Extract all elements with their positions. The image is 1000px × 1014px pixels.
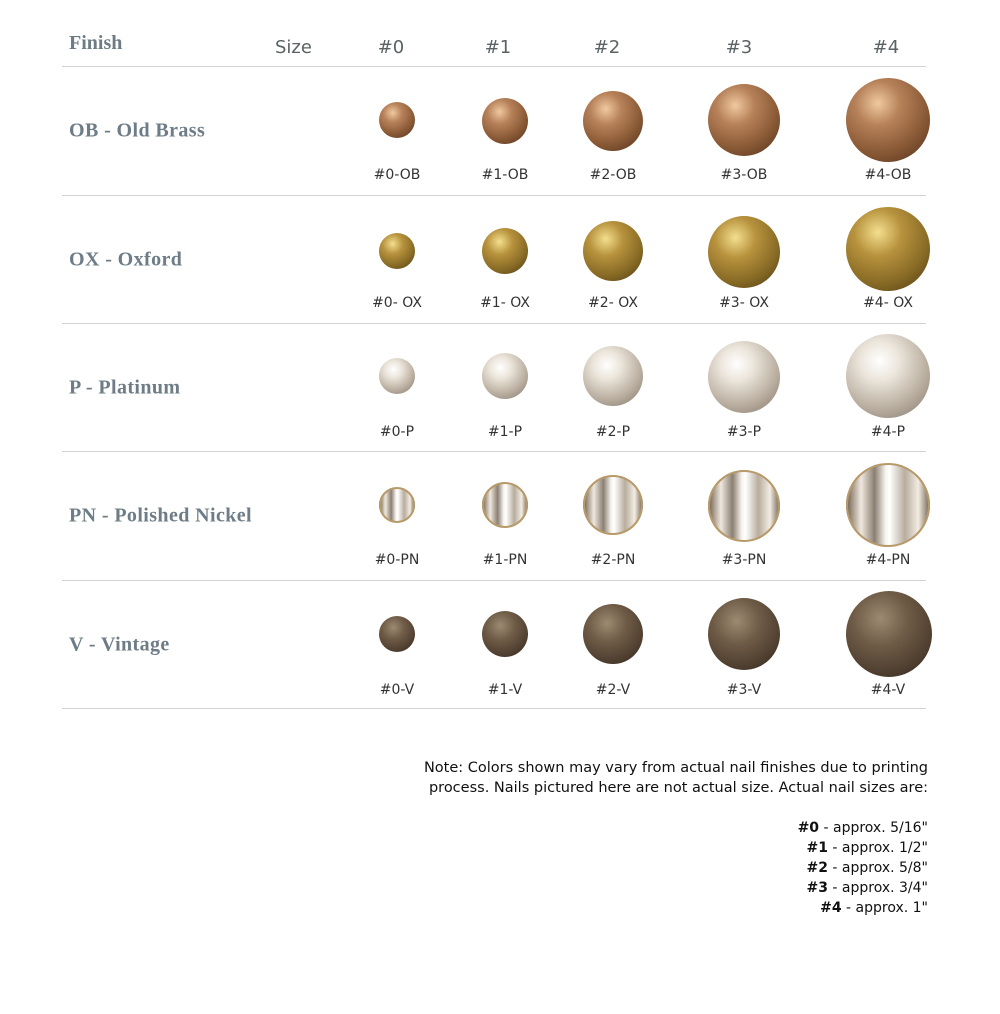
size-key: #1: [806, 840, 828, 856]
size-value: - approx. 1": [841, 900, 928, 916]
note-line-2: process. Nails pictured here are not actual size. Actual nail sizes are:: [428, 780, 928, 796]
nail-code-4: #4-V: [870, 682, 906, 698]
size-header-3: #3: [725, 37, 753, 58]
finish-label: OB - Old Brass: [69, 119, 206, 142]
actual-size-item: [798, 838, 928, 858]
finish-column-header: Finish: [69, 32, 123, 54]
size-value: - approx. 3/4": [827, 880, 928, 896]
finish-label: PN - Polished Nickel: [69, 504, 252, 527]
table-header: [0, 0, 1000, 66]
nail-swatch-1-v: [482, 611, 528, 657]
nail-swatch-0-p: [379, 358, 415, 394]
finish-label: OX - Oxford: [69, 248, 183, 271]
nail-code-1: #1-V: [487, 682, 523, 698]
nail-swatch-0-ox: [379, 233, 415, 269]
size-key: #4: [820, 900, 842, 916]
finish-row-vintage: [0, 581, 1000, 709]
nail-swatch-2-ob: [583, 91, 643, 151]
nail-swatch-1-pn: [482, 482, 528, 528]
nail-swatch-4-p: [846, 334, 930, 418]
size-header-1: #1: [484, 37, 512, 58]
nail-code-0: #0-V: [379, 682, 415, 698]
size-key: #2: [806, 860, 828, 876]
nail-swatch-3-pn: [708, 470, 780, 542]
nail-code-4: #4-OB: [864, 167, 912, 183]
nail-swatch-4-ob: [846, 78, 930, 162]
nail-code-3: #3-OB: [720, 167, 768, 183]
nail-swatch-3-ob: [708, 84, 780, 156]
finish-row-oxford: [0, 196, 1000, 324]
nail-code-2: #2- OX: [588, 295, 638, 311]
nail-code-2: #2-PN: [590, 552, 636, 568]
nail-swatch-0-v: [379, 616, 415, 652]
divider: [62, 708, 926, 709]
nail-code-2: #2-OB: [589, 167, 637, 183]
actual-size-item: [798, 898, 928, 918]
nail-swatch-0-pn: [379, 487, 415, 523]
nail-code-3: #3-P: [726, 424, 762, 440]
nail-swatch-4-ox: [846, 207, 930, 291]
size-value: - approx. 5/8": [827, 860, 928, 876]
nail-swatch-3-ox: [708, 216, 780, 288]
nail-code-0: #0- OX: [372, 295, 422, 311]
nail-swatch-2-p: [583, 346, 643, 406]
nail-swatch-4-pn: [846, 463, 930, 547]
actual-sizes-list: [798, 818, 928, 918]
nail-code-4: #4-P: [870, 424, 906, 440]
nail-swatch-1-ox: [482, 228, 528, 274]
nail-swatch-2-pn: [583, 475, 643, 535]
nail-code-0: #0-PN: [374, 552, 420, 568]
nail-code-4: #4- OX: [863, 295, 913, 311]
finish-row-polished-nickel: [0, 452, 1000, 580]
nail-code-1: #1-PN: [482, 552, 528, 568]
size-value: - approx. 5/16": [819, 820, 928, 836]
size-header-4: #4: [872, 37, 900, 58]
finish-row-platinum: [0, 324, 1000, 452]
actual-size-item: [798, 818, 928, 838]
nail-code-4: #4-PN: [865, 552, 911, 568]
nail-swatch-2-v: [583, 604, 643, 664]
nail-code-1: #1- OX: [480, 295, 530, 311]
nail-swatch-1-p: [482, 353, 528, 399]
nail-swatch-4-v: [846, 591, 932, 677]
nail-code-1: #1-P: [487, 424, 523, 440]
disclaimer-note: [408, 758, 928, 798]
size-header-2: #2: [593, 37, 621, 58]
nail-swatch-1-ob: [482, 98, 528, 144]
size-key: #3: [806, 880, 828, 896]
size-header-0: #0: [377, 37, 405, 58]
nail-swatch-3-v: [708, 598, 780, 670]
nail-swatch-3-p: [708, 341, 780, 413]
size-column-header: Size: [275, 37, 312, 58]
finish-label: P - Platinum: [69, 376, 181, 399]
actual-size-item: [798, 878, 928, 898]
size-key: #0: [797, 820, 820, 836]
note-line-1: Note: Colors shown may vary from actual nail finishes due to printing: [423, 760, 928, 776]
nail-code-3: #3-V: [726, 682, 762, 698]
size-value: - approx. 1/2": [827, 840, 928, 856]
nail-code-1: #1-OB: [481, 167, 529, 183]
nail-swatch-2-ox: [583, 221, 643, 281]
nail-code-3: #3-PN: [721, 552, 767, 568]
nail-code-0: #0-P: [379, 424, 415, 440]
finish-label: V - Vintage: [69, 633, 170, 656]
nail-code-2: #2-P: [595, 424, 631, 440]
nail-code-2: #2-V: [595, 682, 631, 698]
nail-code-0: #0-OB: [373, 167, 421, 183]
actual-size-item: [798, 858, 928, 878]
nail-code-3: #3- OX: [719, 295, 769, 311]
finish-row-old-brass: [0, 67, 1000, 195]
nail-swatch-0-ob: [379, 102, 415, 138]
